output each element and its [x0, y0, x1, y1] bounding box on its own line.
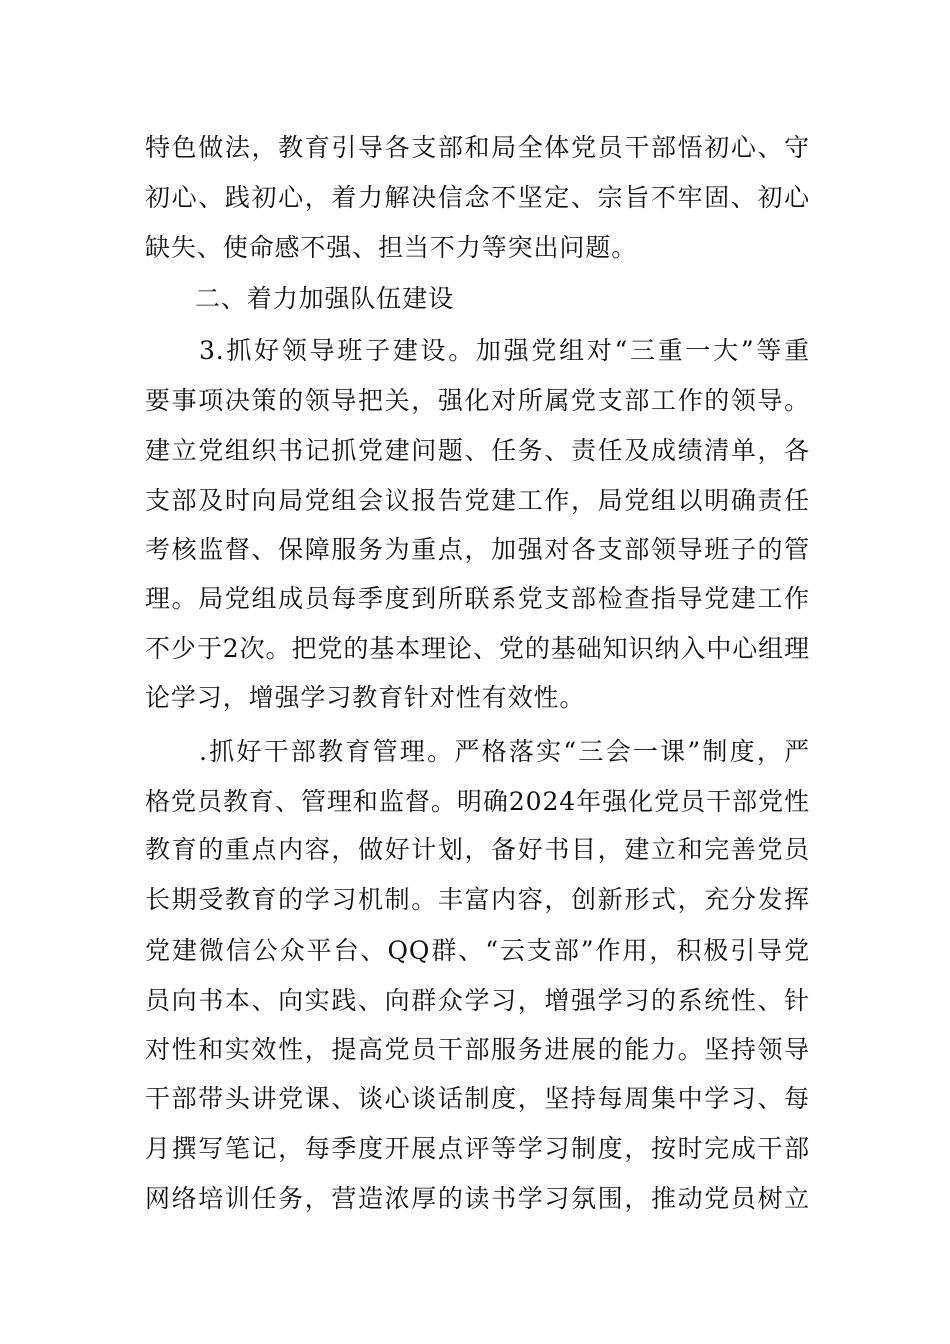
paragraph-line: 网络培训任务，营造浓厚的读书学习氛围，推动党员树立 [145, 1184, 810, 1213]
section-heading: 二、着力加强队伍建设 [195, 284, 455, 313]
paragraph-line: 不少于2次。把党的基本理论、党的基础知识纳入中心组理 [145, 634, 810, 663]
paragraph-line: 教育的重点内容，做好计划，备好书目，建立和完善党员 [145, 835, 810, 864]
paragraph-line: .抓好干部教育管理。严格落实“三会一课”制度，严 [199, 737, 810, 766]
paragraph-line: 支部及时向局党组会议报告党建工作，局党组以明确责任 [145, 486, 810, 515]
paragraph-line: 长期受教育的学习机制。丰富内容，创新形式，充分发挥 [145, 885, 810, 914]
paragraph-line: 缺失、使命感不强、担当不力等突出问题。 [145, 233, 638, 262]
paragraph-line: 格党员教育、管理和监督。明确2024年强化党员干部党性 [145, 787, 810, 816]
paragraph-line: 论学习，增强学习教育针对性有效性。 [145, 683, 586, 712]
paragraph-line: 特色做法，教育引导各支部和局全体党员干部悟初心、守 [145, 133, 810, 162]
paragraph-line: 干部带头讲党课、谈心谈话制度，坚持每周集中学习、每 [145, 1084, 810, 1113]
paragraph-line: 员向书本、向实践、向群众学习，增强学习的系统性、针 [145, 986, 810, 1015]
paragraph-line: 初心、践初心，着力解决信念不坚定、宗旨不牢固、初心 [145, 183, 810, 212]
paragraph-line: 3.抓好领导班子建设。加强党组对“三重一大”等重 [199, 336, 810, 365]
paragraph-line: 考核监督、保障服务为重点，加强对各支部领导班子的管 [145, 535, 810, 564]
paragraph-line: 月撰写笔记，每季度开展点评等学习制度，按时完成干部 [145, 1134, 810, 1163]
paragraph-line: 建立党组织书记抓党建问题、任务、责任及成绩清单，各 [145, 436, 810, 465]
paragraph-line: 党建微信公众平台、QQ群、“云支部”作用，积极引导党 [145, 936, 810, 965]
paragraph-line: 要事项决策的领导把关，强化对所属党支部工作的领导。 [145, 386, 810, 415]
paragraph-line: 理。局党组成员每季度到所联系党支部检查指导党建工作 [145, 584, 810, 613]
paragraph-line: 对性和实效性，提高党员干部服务进展的能力。坚持领导 [145, 1035, 810, 1064]
